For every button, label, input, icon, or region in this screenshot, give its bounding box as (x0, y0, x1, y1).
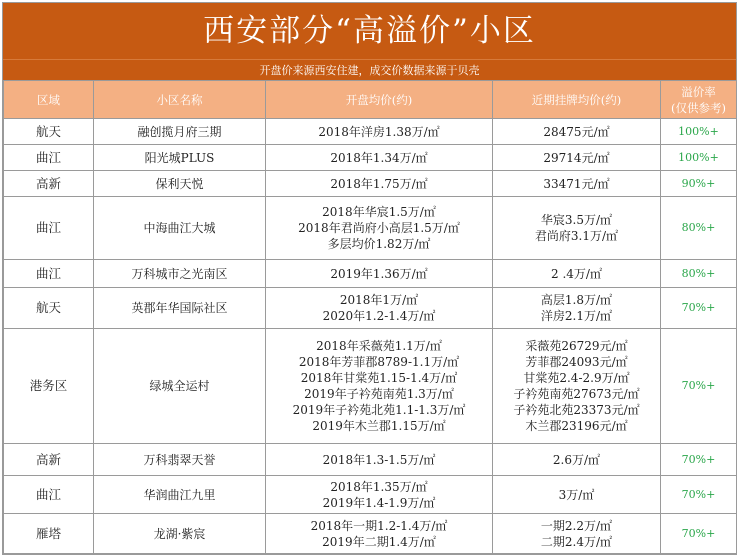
cell-premium: 100%+ (661, 119, 737, 145)
listing-line: 高层1.8万/㎡ (540, 293, 613, 307)
listing-line: 2.6万/㎡ (552, 452, 601, 467)
opening-line: 2018年甘棠苑1.15-1.4万/㎡ (300, 371, 458, 385)
header-premium-line2: (仅供参考) (671, 100, 726, 115)
table-row (4, 171, 737, 197)
listing-line: 33471元/㎡ (543, 176, 610, 191)
cell-district: 雁塔 (4, 514, 94, 554)
opening-line: 多层均价1.82万/㎡ (327, 237, 431, 251)
listing-line: 子衿苑北苑23373元/㎡ (513, 403, 640, 417)
cell-listing (493, 197, 661, 260)
listing-line: 二期2.4万/㎡ (540, 534, 613, 549)
cell-premium: 70%+ (661, 444, 737, 476)
cell-name: 阳光城PLUS (94, 145, 266, 171)
listing-line: 29714元/㎡ (543, 150, 610, 165)
page-title: 西安部分“高溢价”小区 (3, 3, 736, 59)
cell-name: 龙湖·紫宸 (94, 514, 266, 554)
opening-line: 2020年1.2-1.4万/㎡ (322, 309, 436, 323)
premium-table (3, 80, 737, 554)
cell-premium: 70%+ (661, 329, 737, 444)
cell-name: 保利天悦 (94, 171, 266, 197)
opening-line: 2019年1.36万/㎡ (330, 266, 428, 281)
header-opening: 开盘均价(约) (266, 81, 493, 119)
cell-district: 曲江 (4, 260, 94, 288)
cell-premium: 80%+ (661, 197, 737, 260)
opening-line: 2019年1.4-1.9万/㎡ (322, 495, 436, 510)
cell-name: 绿城全运村 (94, 329, 266, 444)
cell-opening (266, 514, 493, 554)
table-row (4, 329, 737, 444)
cell-opening (266, 171, 493, 197)
opening-line: 2018年华宸1.5万/㎡ (322, 205, 436, 219)
table-body (4, 119, 737, 554)
listing-line: 28475元/㎡ (543, 124, 610, 139)
opening-line: 2018年洋房1.38万/㎡ (318, 124, 440, 139)
listing-line: 芳菲郡24093元/㎡ (525, 355, 628, 369)
cell-listing (493, 329, 661, 444)
cell-name: 中海曲江大城 (94, 197, 266, 260)
header-name: 小区名称 (94, 81, 266, 119)
cell-name: 融创揽月府三期 (94, 119, 266, 145)
header-listing: 近期挂牌均价(约) (493, 81, 661, 119)
cell-district: 高新 (4, 171, 94, 197)
table-row (4, 145, 737, 171)
cell-listing (493, 145, 661, 171)
opening-line: 2018年1.75万/㎡ (330, 176, 428, 191)
page-subtitle: 开盘价来源西安住建，成交价数据来源于贝壳 (3, 59, 736, 80)
table-row (4, 119, 737, 145)
listing-line: 洋房2.1万/㎡ (540, 309, 613, 323)
cell-district: 高新 (4, 444, 94, 476)
cell-opening (266, 197, 493, 260)
cell-premium: 70%+ (661, 288, 737, 329)
listing-line: 甘棠苑2.4-2.9万/㎡ (523, 371, 630, 385)
cell-premium: 90%+ (661, 171, 737, 197)
cell-opening (266, 260, 493, 288)
cell-opening (266, 145, 493, 171)
cell-district: 航天 (4, 119, 94, 145)
header-row (4, 81, 737, 119)
table-row (4, 197, 737, 260)
cell-district: 曲江 (4, 145, 94, 171)
cell-name: 万科翡翠天誉 (94, 444, 266, 476)
opening-line: 2018年1万/㎡ (339, 293, 419, 307)
opening-line: 2018年君尚府小高层1.5万/㎡ (298, 221, 460, 235)
cell-premium: 100%+ (661, 145, 737, 171)
listing-line: 华宸3.5万/㎡ (540, 213, 613, 227)
opening-line: 2019年子衿苑南苑1.3万/㎡ (304, 387, 454, 401)
cell-opening (266, 476, 493, 514)
cell-opening (266, 119, 493, 145)
cell-district: 航天 (4, 288, 94, 329)
cell-listing (493, 288, 661, 329)
opening-line: 2018年1.35万/㎡ (330, 479, 428, 494)
opening-line: 2019年二期1.4万/㎡ (322, 534, 436, 549)
cell-listing (493, 514, 661, 554)
table-row (4, 444, 737, 476)
cell-opening (266, 444, 493, 476)
opening-line: 2018年1.34万/㎡ (330, 150, 428, 165)
header-premium-line1: 溢价率 (681, 84, 716, 99)
listing-line: 3万/㎡ (558, 487, 595, 502)
cell-premium: 80%+ (661, 260, 737, 288)
opening-line: 2018年一期1.2-1.4万/㎡ (310, 518, 448, 533)
opening-line: 2018年采薇苑1.1万/㎡ (316, 339, 442, 353)
cell-name: 华润曲江九里 (94, 476, 266, 514)
cell-listing (493, 119, 661, 145)
cell-opening (266, 329, 493, 444)
cell-listing (493, 476, 661, 514)
table-row (4, 476, 737, 514)
opening-line: 2019年木兰郡1.15万/㎡ (312, 419, 446, 433)
listing-line: 2 .4万/㎡ (551, 266, 602, 281)
cell-district: 曲江 (4, 476, 94, 514)
cell-listing (493, 260, 661, 288)
table-row (4, 514, 737, 554)
listing-line: 子衿苑南苑27673元/㎡ (513, 387, 640, 401)
cell-listing (493, 171, 661, 197)
cell-premium: 70%+ (661, 476, 737, 514)
cell-premium: 70%+ (661, 514, 737, 554)
cell-name: 英郡年华国际社区 (94, 288, 266, 329)
listing-line: 君尚府3.1万/㎡ (534, 229, 619, 243)
listing-line: 采薇苑26729元/㎡ (525, 339, 628, 353)
table-row (4, 288, 737, 329)
opening-line: 2019年子衿苑北苑1.1-1.3万/㎡ (292, 403, 466, 417)
opening-line: 2018年芳菲郡8789-1.1万/㎡ (298, 355, 460, 369)
cell-opening (266, 288, 493, 329)
opening-line: 2018年1.3-1.5万/㎡ (322, 452, 436, 467)
listing-line: 一期2.2万/㎡ (540, 518, 613, 533)
cell-listing (493, 444, 661, 476)
listing-line: 木兰郡23196元/㎡ (525, 419, 628, 433)
header-premium (661, 81, 737, 119)
table-frame (2, 2, 737, 555)
header-district: 区域 (4, 81, 94, 119)
cell-district: 曲江 (4, 197, 94, 260)
cell-district: 港务区 (4, 329, 94, 444)
cell-name: 万科城市之光南区 (94, 260, 266, 288)
table-row (4, 260, 737, 288)
